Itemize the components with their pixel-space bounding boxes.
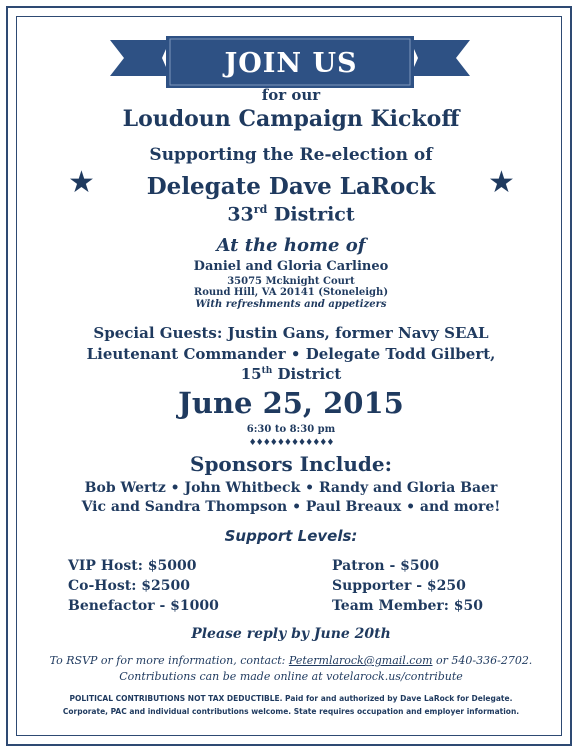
guests-district-suffix: th xyxy=(261,366,273,376)
event-time: 6:30 to 8:30 pm xyxy=(246,424,336,435)
disclaimer-line-2: Corporate, PAC and individual contributions welcome. State requires occupation and employer information. xyxy=(62,707,520,716)
event-title: Loudoun Campaign Kickoff xyxy=(122,106,460,132)
contribute-online: Contributions can be made online at votelarock.us/contribute xyxy=(119,670,463,683)
level-patron: Patron - $500 xyxy=(332,558,440,574)
level-vip-host: VIP Host: $5000 xyxy=(68,558,197,574)
reply-deadline: Please reply by June 20th xyxy=(191,626,391,642)
level-team-member: Team Member: $50 xyxy=(332,598,484,614)
special-guests-line-2: Lieutenant Commander • Delegate Todd Gilbert, xyxy=(86,345,496,363)
candidate-name: Delegate Dave LaRock xyxy=(146,173,436,200)
rsvp-phone: or 540-336-2702. xyxy=(436,654,533,667)
levels-right-column xyxy=(332,556,483,616)
star-right-icon: ★ xyxy=(488,165,515,200)
district-suffix: rd xyxy=(253,203,268,216)
refreshments-note: With refreshments and appetizers xyxy=(195,299,387,310)
rsvp-prefix: To RSVP or for more information, contact: xyxy=(49,654,286,667)
guests-district-word: District xyxy=(277,365,342,383)
rsvp-email-link[interactable]: Petermlarock@gmail.com xyxy=(288,654,433,667)
hosts-name: Daniel and Gloria Carlineo xyxy=(193,259,389,274)
sponsors-line-2: Vic and Sandra Thompson • Paul Breaux • and more! xyxy=(81,499,501,515)
level-supporter: Supporter - $250 xyxy=(332,578,466,594)
district-word: District xyxy=(273,203,355,226)
special-guests-line-1: Special Guests: Justin Gans, former Navy SEAL xyxy=(93,324,489,342)
event-date: June 25, 2015 xyxy=(178,386,404,420)
rsvp-line xyxy=(0,654,582,667)
for-our-text: for our xyxy=(261,86,321,104)
levels-left-column xyxy=(68,556,219,616)
address-line-1: 35075 Mcknight Court xyxy=(227,276,355,287)
disclaimer-line-1: POLITICAL CONTRIBUTIONS NOT TAX DEDUCTIBLE. Paid for and authorized by Dave LaRock for Delegate. xyxy=(69,694,513,703)
sponsors-line-1: Bob Wertz • John Whitbeck • Randy and Gloria Baer xyxy=(84,480,498,496)
diamond-divider: ♦♦♦♦♦♦♦♦♦♦♦♦ xyxy=(248,438,334,448)
district-number: 33 xyxy=(227,203,254,226)
level-co-host: Co-Host: $2500 xyxy=(68,578,190,594)
banner-title: JOIN US xyxy=(224,48,358,79)
level-benefactor: Benefactor - $1000 xyxy=(68,598,219,614)
star-left-icon: ★ xyxy=(68,165,95,200)
support-levels-heading: Support Levels: xyxy=(224,527,358,545)
guests-district-number: 15 xyxy=(240,365,262,383)
supporting-text: Supporting the Re-election of xyxy=(149,145,433,165)
special-guests-line-3 xyxy=(0,365,582,383)
home-heading: At the home of xyxy=(216,235,366,256)
address-line-2: Round Hill, VA 20141 (Stoneleigh) xyxy=(193,287,389,298)
district-line xyxy=(0,203,582,225)
sponsors-heading: Sponsors Include: xyxy=(190,452,392,476)
